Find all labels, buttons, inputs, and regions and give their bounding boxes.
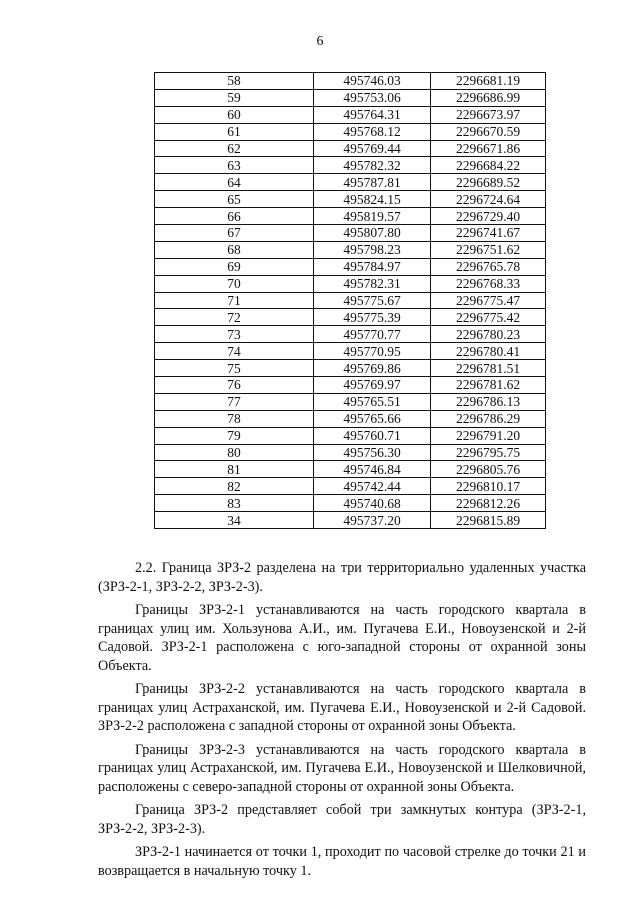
table-row bbox=[155, 427, 546, 444]
point-number-cell: 69 bbox=[155, 258, 314, 275]
y-coordinate-cell: 2296805.76 bbox=[431, 461, 546, 478]
y-coordinate-cell: 2296780.41 bbox=[431, 343, 546, 360]
table-row bbox=[155, 123, 546, 140]
table-row bbox=[155, 444, 546, 461]
x-coordinate-cell: 495782.31 bbox=[314, 275, 431, 292]
x-coordinate-cell: 495742.44 bbox=[314, 478, 431, 495]
x-coordinate-cell: 495765.66 bbox=[314, 410, 431, 427]
table-row bbox=[155, 292, 546, 309]
y-coordinate-cell: 2296671.86 bbox=[431, 140, 546, 157]
paragraph-zone-2-2: Границы ЗРЗ-2-2 устанавливаются на часть городского квартала в границах улиц Астраханской, им. Пугачева Е.И., Новоузенской и 2-й Садовой. ЗРЗ-2-2 расположена с западной стороны от охранной зоны Объекта. bbox=[98, 681, 586, 735]
x-coordinate-cell: 495756.30 bbox=[314, 444, 431, 461]
table-row bbox=[155, 393, 546, 410]
point-number-cell: 74 bbox=[155, 343, 314, 360]
x-coordinate-cell: 495769.97 bbox=[314, 377, 431, 394]
y-coordinate-cell: 2296780.23 bbox=[431, 326, 546, 343]
point-number-cell: 67 bbox=[155, 225, 314, 242]
point-number-cell: 78 bbox=[155, 410, 314, 427]
table-row bbox=[155, 343, 546, 360]
point-number-cell: 72 bbox=[155, 309, 314, 326]
coordinates-table bbox=[154, 72, 546, 529]
table-row bbox=[155, 512, 546, 529]
table-row bbox=[155, 495, 546, 512]
y-coordinate-cell: 2296791.20 bbox=[431, 427, 546, 444]
y-coordinate-cell: 2296689.52 bbox=[431, 174, 546, 191]
point-number-cell: 70 bbox=[155, 275, 314, 292]
x-coordinate-cell: 495764.31 bbox=[314, 106, 431, 123]
y-coordinate-cell: 2296741.67 bbox=[431, 225, 546, 242]
table-row bbox=[155, 106, 546, 123]
point-number-cell: 62 bbox=[155, 140, 314, 157]
point-number-cell: 65 bbox=[155, 191, 314, 208]
y-coordinate-cell: 2296724.64 bbox=[431, 191, 546, 208]
y-coordinate-cell: 2296670.59 bbox=[431, 123, 546, 140]
page-number: 6 bbox=[316, 34, 324, 49]
table-row bbox=[155, 241, 546, 258]
x-coordinate-cell: 495737.20 bbox=[314, 512, 431, 529]
point-number-cell: 59 bbox=[155, 89, 314, 106]
y-coordinate-cell: 2296751.62 bbox=[431, 241, 546, 258]
table-row bbox=[155, 258, 546, 275]
table-row bbox=[155, 73, 546, 90]
point-number-cell: 81 bbox=[155, 461, 314, 478]
x-coordinate-cell: 495765.51 bbox=[314, 393, 431, 410]
x-coordinate-cell: 495807.80 bbox=[314, 225, 431, 242]
table-row bbox=[155, 140, 546, 157]
x-coordinate-cell: 495798.23 bbox=[314, 241, 431, 258]
point-number-cell: 63 bbox=[155, 157, 314, 174]
point-number-cell: 80 bbox=[155, 444, 314, 461]
y-coordinate-cell: 2296812.26 bbox=[431, 495, 546, 512]
x-coordinate-cell: 495819.57 bbox=[314, 208, 431, 225]
x-coordinate-cell: 495768.12 bbox=[314, 123, 431, 140]
table-row bbox=[155, 191, 546, 208]
y-coordinate-cell: 2296775.42 bbox=[431, 309, 546, 326]
x-coordinate-cell: 495760.71 bbox=[314, 427, 431, 444]
x-coordinate-cell: 495775.67 bbox=[314, 292, 431, 309]
paragraph-zone-2-1: Границы ЗРЗ-2-1 устанавливаются на часть городского квартала в границах улиц им. Хользунова А.И., им. Пугачева Е.И., Новоузенской и 2-й Садовой. ЗРЗ-2-1 расположена с юго-западной стороны от охранной зоны Объекта. bbox=[98, 601, 586, 674]
paragraph-zone-division: 2.2. Граница ЗРЗ-2 разделена на три территориально удаленных участка (ЗРЗ-2-1, ЗРЗ-2-2, ЗРЗ-2-3). bbox=[98, 560, 586, 595]
x-coordinate-cell: 495753.06 bbox=[314, 89, 431, 106]
body-text bbox=[98, 559, 586, 885]
point-number-cell: 58 bbox=[155, 73, 314, 90]
y-coordinate-cell: 2296768.33 bbox=[431, 275, 546, 292]
y-coordinate-cell: 2296765.78 bbox=[431, 258, 546, 275]
table-row bbox=[155, 157, 546, 174]
y-coordinate-cell: 2296786.29 bbox=[431, 410, 546, 427]
point-number-cell: 77 bbox=[155, 393, 314, 410]
x-coordinate-cell: 495740.68 bbox=[314, 495, 431, 512]
point-number-cell: 79 bbox=[155, 427, 314, 444]
point-number-cell: 66 bbox=[155, 208, 314, 225]
x-coordinate-cell: 495782.32 bbox=[314, 157, 431, 174]
y-coordinate-cell: 2296673.97 bbox=[431, 106, 546, 123]
x-coordinate-cell: 495770.95 bbox=[314, 343, 431, 360]
table-row bbox=[155, 461, 546, 478]
point-number-cell: 68 bbox=[155, 241, 314, 258]
point-number-cell: 82 bbox=[155, 478, 314, 495]
y-coordinate-cell: 2296786.13 bbox=[431, 393, 546, 410]
x-coordinate-cell: 495770.77 bbox=[314, 326, 431, 343]
point-number-cell: 75 bbox=[155, 360, 314, 377]
x-coordinate-cell: 495824.15 bbox=[314, 191, 431, 208]
x-coordinate-cell: 495784.97 bbox=[314, 258, 431, 275]
point-number-cell: 76 bbox=[155, 377, 314, 394]
point-number-cell: 73 bbox=[155, 326, 314, 343]
y-coordinate-cell: 2296781.51 bbox=[431, 360, 546, 377]
paragraph-zone-2-3: Границы ЗРЗ-2-3 устанавливаются на часть городского квартала в границах улиц Астраханской, им. Пугачева Е.И., Новоузенской и Шелковичной, расположены с северо-западной стороны от охранной зоны Объекта. bbox=[98, 741, 586, 795]
y-coordinate-cell: 2296781.62 bbox=[431, 377, 546, 394]
table-row bbox=[155, 208, 546, 225]
point-number-cell: 61 bbox=[155, 123, 314, 140]
paragraph-contours: Граница ЗРЗ-2 представляет собой три замкнутых контура (ЗРЗ-2-1, ЗРЗ-2-2, ЗРЗ-2-3). bbox=[98, 802, 586, 837]
y-coordinate-cell: 2296681.19 bbox=[431, 73, 546, 90]
table-row bbox=[155, 174, 546, 191]
point-number-cell: 71 bbox=[155, 292, 314, 309]
coordinates-table-body bbox=[155, 73, 546, 529]
paragraph-zone-2-1-route: ЗРЗ-2-1 начинается от точки 1, проходит по часовой стрелке до точки 21 и возвращается в начальную точку 1. bbox=[98, 844, 586, 879]
y-coordinate-cell: 2296810.17 bbox=[431, 478, 546, 495]
x-coordinate-cell: 495769.44 bbox=[314, 140, 431, 157]
point-number-cell: 60 bbox=[155, 106, 314, 123]
table-row bbox=[155, 326, 546, 343]
table-row bbox=[155, 478, 546, 495]
table-row bbox=[155, 275, 546, 292]
table-row bbox=[155, 309, 546, 326]
table-row bbox=[155, 225, 546, 242]
x-coordinate-cell: 495769.86 bbox=[314, 360, 431, 377]
y-coordinate-cell: 2296686.99 bbox=[431, 89, 546, 106]
table-row bbox=[155, 89, 546, 106]
y-coordinate-cell: 2296775.47 bbox=[431, 292, 546, 309]
point-number-cell: 64 bbox=[155, 174, 314, 191]
table-row bbox=[155, 360, 546, 377]
table-row bbox=[155, 377, 546, 394]
x-coordinate-cell: 495746.03 bbox=[314, 73, 431, 90]
y-coordinate-cell: 2296729.40 bbox=[431, 208, 546, 225]
y-coordinate-cell: 2296795.75 bbox=[431, 444, 546, 461]
y-coordinate-cell: 2296684.22 bbox=[431, 157, 546, 174]
x-coordinate-cell: 495746.84 bbox=[314, 461, 431, 478]
table-row bbox=[155, 410, 546, 427]
x-coordinate-cell: 495787.81 bbox=[314, 174, 431, 191]
point-number-cell: 34 bbox=[155, 512, 314, 529]
x-coordinate-cell: 495775.39 bbox=[314, 309, 431, 326]
point-number-cell: 83 bbox=[155, 495, 314, 512]
y-coordinate-cell: 2296815.89 bbox=[431, 512, 546, 529]
